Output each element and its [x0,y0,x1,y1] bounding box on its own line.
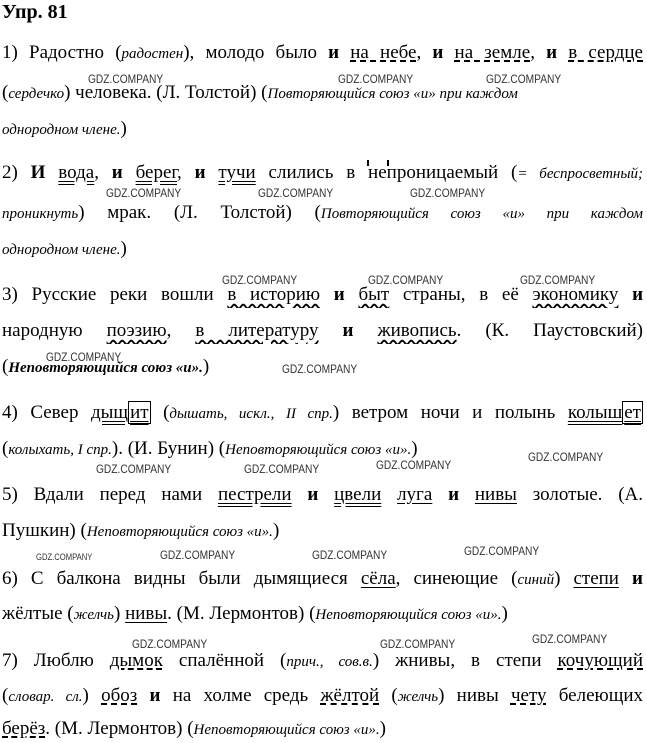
sentence-2-line-1: 2) И вода, и берег, и тучи слились в непроницаемый (= беспросветный; [2,162,643,183]
sentence-2-line-3: однородном члене.) [2,238,127,259]
watermark: GDZ.COMPANY [368,273,444,287]
sentence-6-line-1: 6) С балкона видны были дымящиеся сёла, синеющие (синий) степи и [2,568,643,589]
watermark: GDZ.COMPANY [96,462,172,476]
sentence-3-line-3: (Неповторяющийся союз «и».) [2,356,210,377]
sentence-1-line-3: однородном члене.) [2,118,127,139]
watermark: GDZ.COMPANY [486,72,562,86]
watermark: GDZ.COMPANY [46,350,122,364]
watermark: GDZ.COMPANY [410,186,486,200]
sentence-7-line-3: берёз. (М. Лермонтов) (Неповторяющийся союз «и».) [2,718,386,739]
watermark: GDZ.COMPANY [338,72,414,86]
watermark: GDZ.COMPANY [258,186,334,200]
watermark: GDZ.COMPANY [520,273,596,287]
sentence-6-line-2: жёлтые (желчь) нивы. (М. Лермонтов) (Неповторяющийся союз «и».) [2,603,508,624]
sentence-1-line-1: 1) Радостно (радостен), молодо было и на небе, и на земле, и в сердце [2,42,643,63]
sentence-7-line-1: 7) Люблю дымок спалённой (прич., сов.в.) жнивы, в степи кочующий [2,650,643,671]
watermark: GDZ.COMPANY [106,186,182,200]
watermark: GDZ.COMPANY [532,632,608,646]
sentence-4-line-2: (колыхать, I спр.). (И. Бунин) (Неповторяющийся союз «и».) [2,438,418,459]
watermark: GDZ.COMPANY [36,552,93,562]
watermark: GDZ.COMPANY [132,637,208,651]
watermark: GDZ.COMPANY [464,544,540,558]
exercise-title: Упр. 81 [2,1,68,23]
watermark: GDZ.COMPANY [528,450,604,464]
watermark: GDZ.COMPANY [244,462,320,476]
watermark: GDZ.COMPANY [222,273,298,287]
watermark: GDZ.COMPANY [88,72,164,86]
watermark: GDZ.COMPANY [282,362,358,376]
sentence-7-line-2: (словар. сл.) обоз и на холме средь жёлтой (желчь) нивы чету белеющих [2,685,643,706]
watermark: GDZ.COMPANY [312,548,388,562]
sentence-1-line-2: (сердечко) человека. (Л. Толстой) (Повторяющийся союз «и» при каждом [2,82,518,103]
sentence-4-line-1: 4) Север дыщ ит (дышать, искл., II спр.) ветром ночи и полынь колыш ет [2,402,641,423]
sentence-3-line-1: 3) Русские реки вошли в историю и быт страны, в её экономику и [2,284,643,305]
sentence-2-line-2: проникнуть) мрак. (Л. Толстой) (Повторяющийся союз «и» при каждом [2,202,643,223]
sentence-5-line-2: Пушкин) (Неповторяющийся союз «и».) [2,520,280,541]
watermark: GDZ.COMPANY [160,548,236,562]
watermark: GDZ.COMPANY [376,458,452,472]
sentence-5-line-1: 5) Вдали перед нами пестрели и цвели луга и нивы золотые. (А. [2,484,643,505]
watermark: GDZ.COMPANY [380,637,456,651]
sentence-3-line-2: народную поэзию, в литературу и живопись. (К. Паустовский) [2,320,643,341]
